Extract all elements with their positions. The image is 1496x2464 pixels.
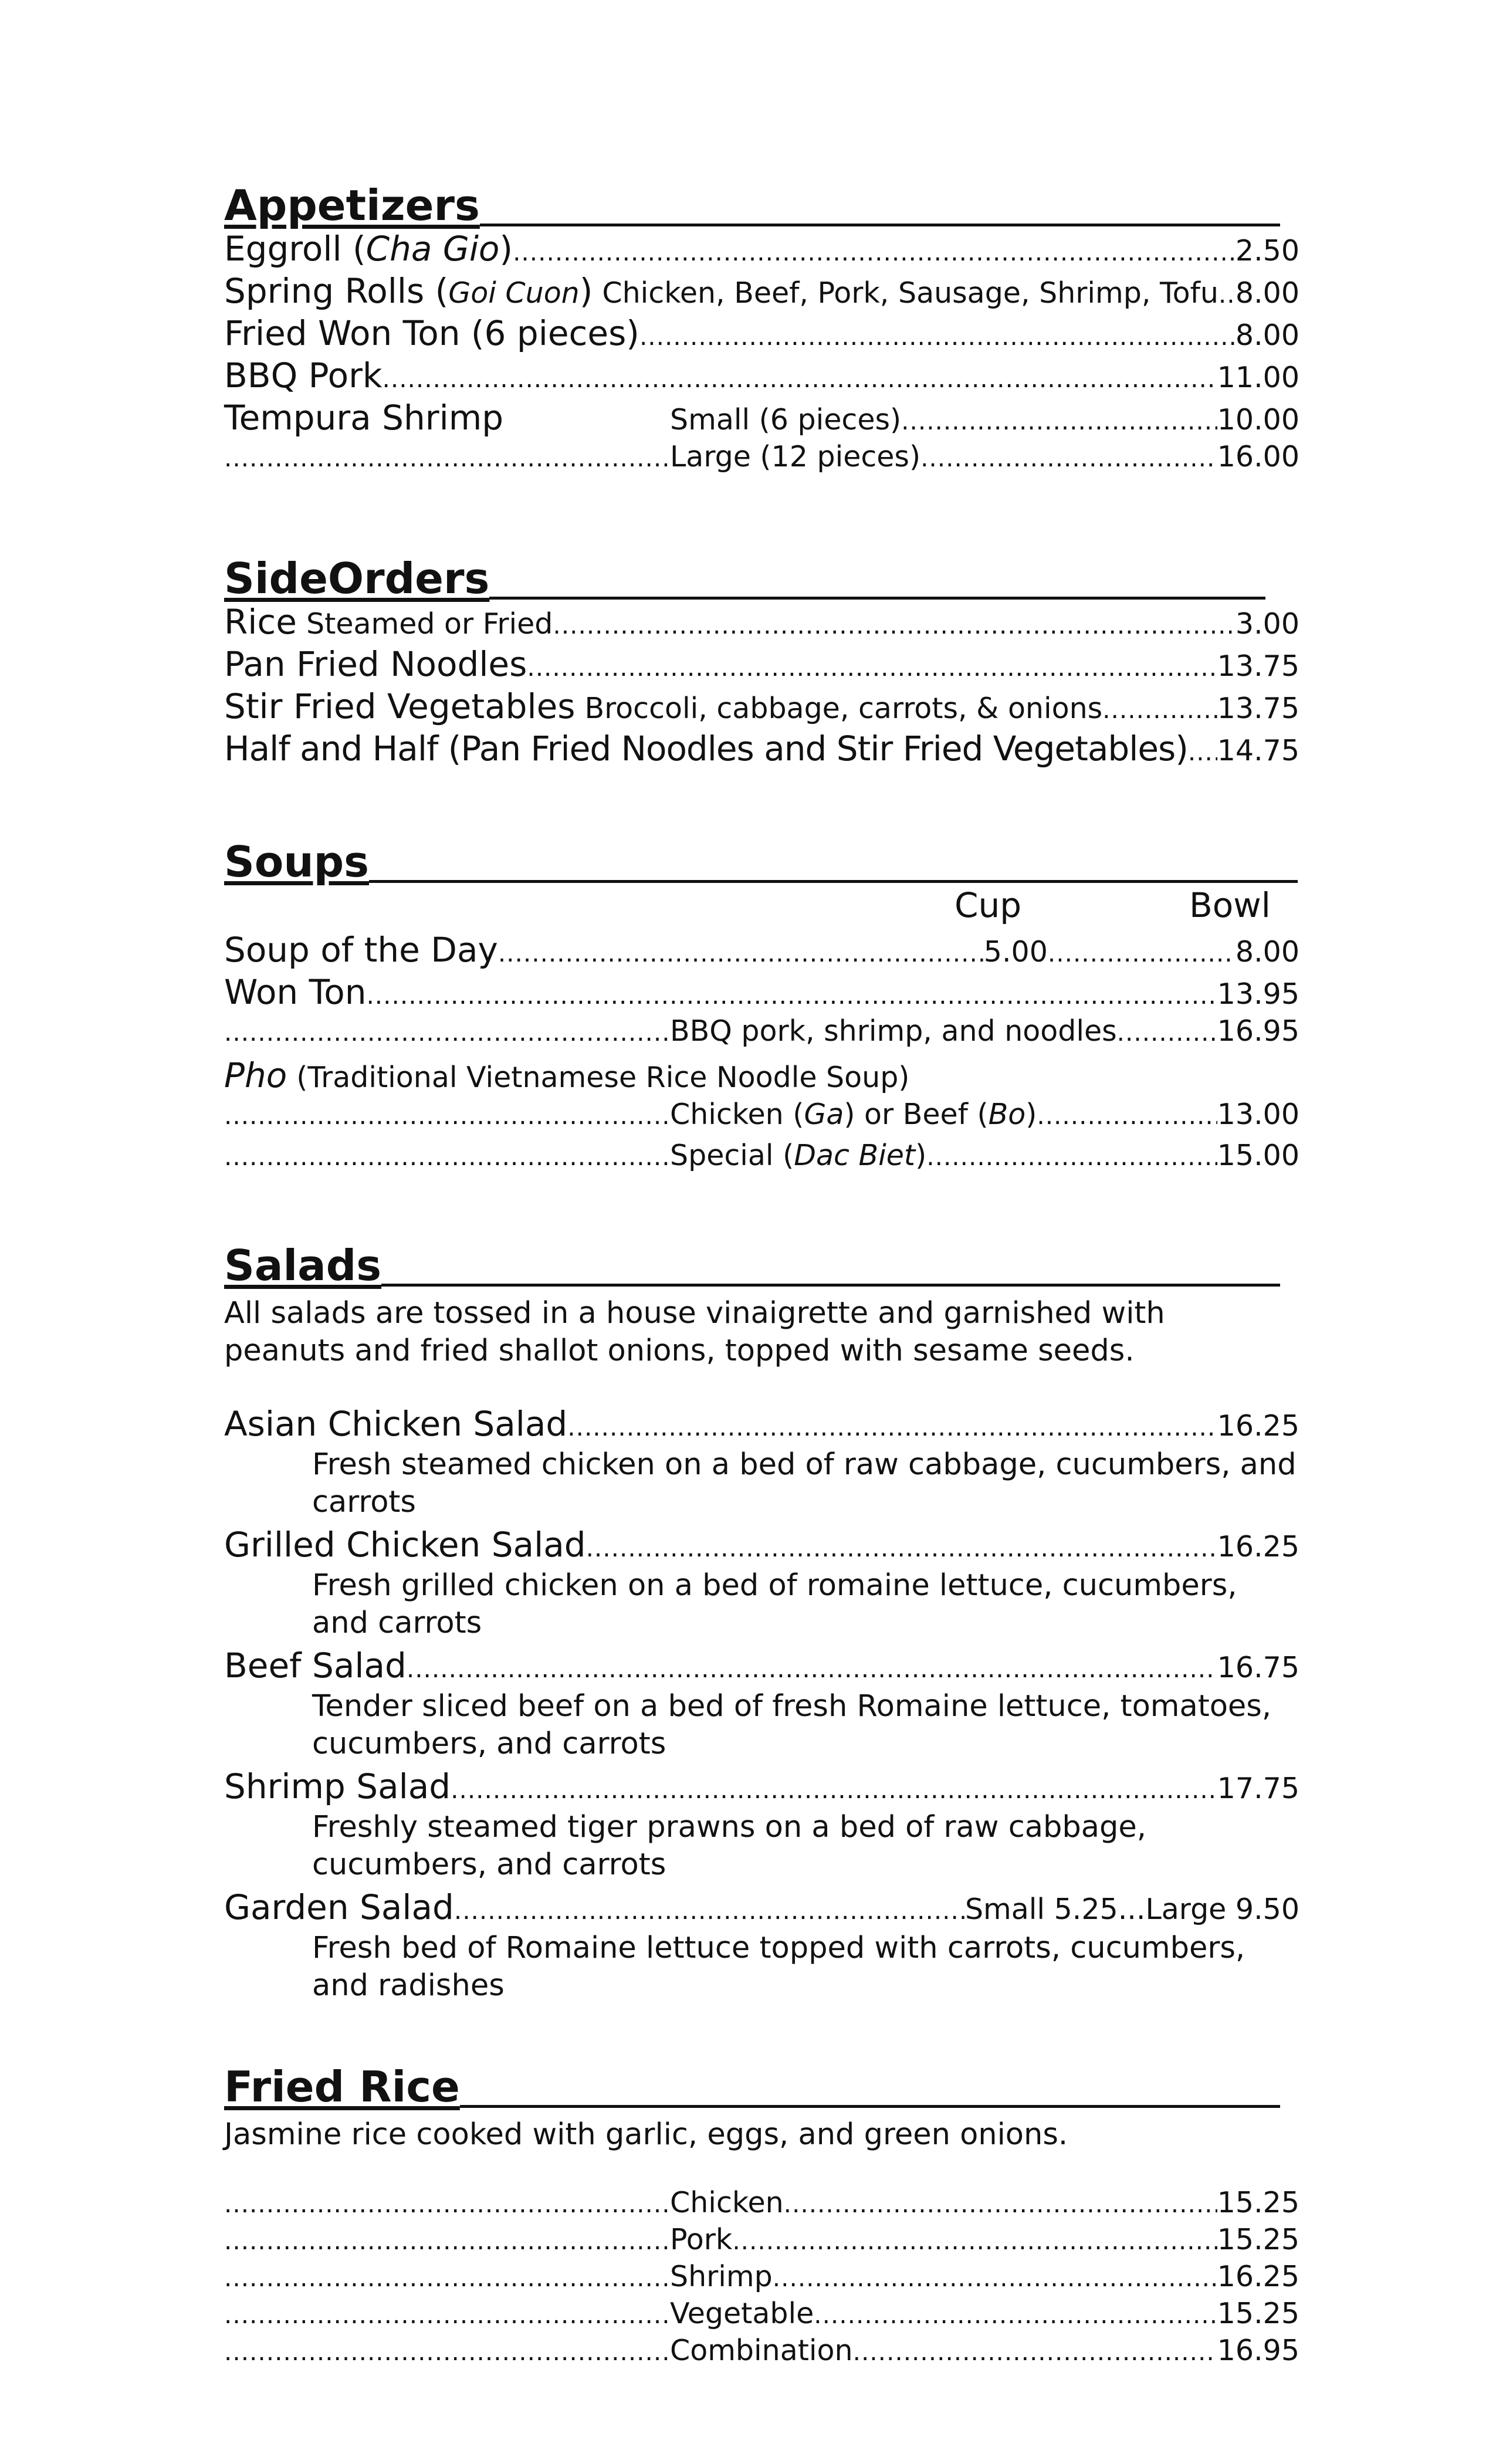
section-title: SideOrders — [224, 554, 490, 603]
dot-leader — [513, 238, 1236, 266]
item-price: 10.00 — [1217, 403, 1299, 436]
item-description: Tender sliced beef on a bed of fresh Romaine lettuce, tomatoes, cucumbers, and carrots — [312, 1689, 1272, 1761]
item-price: 13.00 — [1217, 1098, 1299, 1131]
menu-item — [224, 356, 1299, 398]
item-price: 13.75 — [1217, 649, 1299, 683]
item-price: 3.00 — [1235, 607, 1299, 641]
dot-leader — [920, 444, 1217, 472]
menu-item — [224, 1055, 1299, 1098]
section-heading — [224, 832, 1298, 885]
item-price: 15.25 — [1217, 2297, 1299, 2330]
dot-leader — [567, 1413, 1217, 1441]
dot-leader — [224, 2226, 670, 2255]
salads-section — [224, 1236, 1299, 2005]
menu-item — [224, 2186, 1299, 2223]
menu-item — [224, 686, 1299, 729]
item-name: Beef Salad — [224, 1646, 407, 1685]
dot-leader — [224, 2337, 670, 2366]
item-name: BBQ Pork — [224, 356, 383, 395]
dot-leader — [224, 1101, 670, 1130]
item-price: 16.75 — [1217, 1651, 1299, 1684]
dot-leader — [224, 1018, 670, 1047]
dot-leader — [224, 2300, 670, 2329]
item-name: Garden Salad — [224, 1887, 454, 1927]
menu-item — [224, 1404, 1299, 1446]
dot-leader — [1188, 737, 1217, 766]
item-price: 16.95 — [1217, 1014, 1299, 1048]
section-heading — [224, 549, 1265, 602]
item-note: (Traditional Vietnamese Rice Noodle Soup) — [296, 1061, 910, 1094]
item-description: Fresh grilled chicken on a bed of romaine lettuce, cucumbers, and carrots — [312, 1568, 1237, 1640]
item-price: 15.25 — [1217, 2223, 1299, 2256]
item-name: Fried Won Ton (6 pieces) — [224, 313, 639, 353]
item-price: 15.00 — [1217, 1139, 1299, 1172]
item-variant: Special (Dac Biet) — [670, 1139, 927, 1172]
menu-item — [224, 440, 1299, 479]
menu-item — [224, 2297, 1299, 2334]
side-orders-section — [224, 549, 1299, 771]
menu-item — [224, 1766, 1299, 1809]
heading-rule — [489, 597, 1265, 600]
dot-leader — [407, 1654, 1217, 1683]
item-name: Tempura Shrimp — [224, 398, 504, 438]
dot-leader — [224, 444, 670, 472]
cup-price: 5.00 — [983, 935, 1048, 969]
item-name: Chicken — [670, 2186, 784, 2219]
item-name: Shrimp — [670, 2260, 773, 2293]
item-name: Pork — [670, 2223, 733, 2256]
menu-item — [224, 1014, 1299, 1055]
item-price: 13.75 — [1217, 692, 1299, 725]
heading-rule — [381, 1284, 1280, 1287]
item-price: 14.75 — [1217, 734, 1299, 767]
fried-rice-section — [224, 2057, 1299, 2371]
menu-item — [224, 930, 1299, 972]
item-name: Pho — [224, 1055, 287, 1095]
section-title: Fried Rice — [224, 2062, 460, 2111]
section-heading — [224, 176, 1280, 229]
section-title: Salads — [224, 1241, 382, 1290]
menu-page — [224, 176, 1299, 2441]
dot-leader — [901, 407, 1217, 435]
dot-leader — [1102, 695, 1217, 724]
menu-item — [224, 2223, 1299, 2260]
dot-leader — [224, 1142, 670, 1171]
heading-rule — [480, 224, 1280, 226]
dot-leader — [383, 364, 1217, 393]
dot-leader — [1037, 1101, 1217, 1130]
dot-leader — [527, 653, 1217, 682]
menu-item — [224, 1887, 1299, 1930]
menu-item — [224, 729, 1299, 771]
item-price: 15.25 — [1217, 2186, 1299, 2219]
bowl-header: Bowl — [1189, 885, 1271, 925]
section-title: Appetizers — [224, 181, 480, 230]
item-name: Shrimp Salad — [224, 1766, 451, 1806]
large-price: Large 9.50 — [1145, 1893, 1299, 1926]
item-name: Asian Chicken Salad — [224, 1404, 568, 1444]
dot-leader — [1117, 1018, 1217, 1047]
dot-leader — [224, 2263, 670, 2292]
item-note: Broccoli, cabbage, carrots, & onions — [584, 692, 1103, 725]
price-separator: ... — [1118, 1893, 1146, 1926]
appetizers-section — [224, 176, 1299, 479]
section-heading — [224, 1236, 1280, 1289]
menu-item — [224, 398, 1299, 440]
small-price: Small 5.25 — [964, 1893, 1118, 1926]
soups-section — [224, 832, 1299, 1177]
item-note: BBQ pork, shrimp, and noodles — [670, 1014, 1117, 1048]
item-price: 16.25 — [1217, 1409, 1299, 1443]
item-price: 17.75 — [1217, 1772, 1299, 1805]
dot-leader — [732, 2226, 1217, 2255]
dot-leader — [926, 1142, 1217, 1171]
dot-leader — [224, 2189, 670, 2218]
dot-leader — [454, 1896, 965, 1925]
menu-item — [224, 1646, 1299, 1688]
item-description: Fresh bed of Romaine lettuce topped with carrots, cucumbers, and radishes — [312, 1931, 1245, 2003]
menu-item — [224, 2260, 1299, 2297]
menu-item — [224, 2334, 1299, 2371]
item-price: 16.25 — [1217, 2260, 1299, 2293]
bowl-price: 13.95 — [1217, 977, 1299, 1011]
menu-item — [224, 1139, 1299, 1177]
menu-item — [224, 644, 1299, 686]
item-name: Combination — [670, 2334, 853, 2367]
heading-rule — [369, 880, 1298, 883]
item-name: Rice — [224, 602, 297, 642]
menu-item — [224, 313, 1299, 356]
dot-leader — [498, 939, 984, 967]
menu-item — [224, 229, 1299, 271]
dot-leader — [451, 1775, 1217, 1804]
dot-leader — [366, 981, 1217, 1010]
item-note: Chicken, Beef, Pork, Sausage, Shrimp, Tofu — [602, 276, 1219, 310]
menu-item — [224, 271, 1299, 313]
cup-header: Cup — [955, 885, 1022, 925]
item-size: Small (6 pieces) — [670, 403, 902, 436]
item-price: 16.95 — [1217, 2334, 1299, 2367]
item-price: 2.50 — [1235, 234, 1299, 268]
item-name: Grilled Chicken Salad — [224, 1525, 586, 1565]
menu-item — [224, 1525, 1299, 1567]
bowl-price: 8.00 — [1235, 935, 1299, 969]
item-name: Eggroll (Cha Gio) — [224, 229, 513, 269]
item-variant: Chicken (Ga) or Beef (Bo) — [670, 1098, 1037, 1131]
item-name: Soup of the Day — [224, 930, 498, 970]
dot-leader — [586, 1534, 1217, 1562]
item-name: Won Ton — [224, 972, 367, 1012]
dot-leader — [1219, 280, 1236, 309]
item-size: Large (12 pieces) — [670, 440, 921, 473]
dot-leader — [639, 322, 1236, 351]
item-price: 11.00 — [1217, 361, 1299, 394]
dot-leader — [553, 611, 1236, 639]
item-name: Stir Fried Vegetables — [224, 686, 576, 726]
item-name: Vegetable — [670, 2297, 814, 2330]
dot-leader — [1048, 939, 1236, 967]
dot-leader — [773, 2263, 1217, 2292]
item-name: Pan Fried Noodles — [224, 644, 527, 684]
dot-leader — [814, 2300, 1217, 2329]
menu-item — [224, 602, 1299, 644]
column-headers — [224, 885, 1299, 930]
dot-leader — [784, 2189, 1217, 2218]
dot-leader — [853, 2337, 1217, 2366]
item-price: 16.00 — [1217, 440, 1299, 473]
section-heading — [224, 2057, 1280, 2110]
menu-item — [224, 1098, 1299, 1139]
item-price: 16.25 — [1217, 1530, 1299, 1563]
item-description: Fresh steamed chicken on a bed of raw cabbage, cucumbers, and carrots — [312, 1447, 1297, 1519]
item-description: Freshly steamed tiger prawns on a bed of raw cabbage, cucumbers, and carrots — [312, 1810, 1146, 1882]
item-name: Spring Rolls (Goi Cuon) — [224, 271, 593, 311]
item-price: 8.00 — [1235, 319, 1299, 352]
item-price: 8.00 — [1235, 276, 1299, 310]
section-intro: Jasmine rice cooked with garlic, eggs, and green onions. — [224, 2117, 1068, 2152]
item-name: Half and Half (Pan Fried Noodles and Stir Fried Vegetables) — [224, 729, 1188, 769]
heading-rule — [460, 2105, 1280, 2108]
section-title: Soups — [224, 837, 369, 886]
item-note: Steamed or Fried — [306, 607, 553, 641]
section-intro: All salads are tossed in a house vinaigrette and garnished with peanuts and fried shallot onions, topped with sesame seeds. — [224, 1296, 1165, 1368]
menu-item — [224, 972, 1299, 1014]
